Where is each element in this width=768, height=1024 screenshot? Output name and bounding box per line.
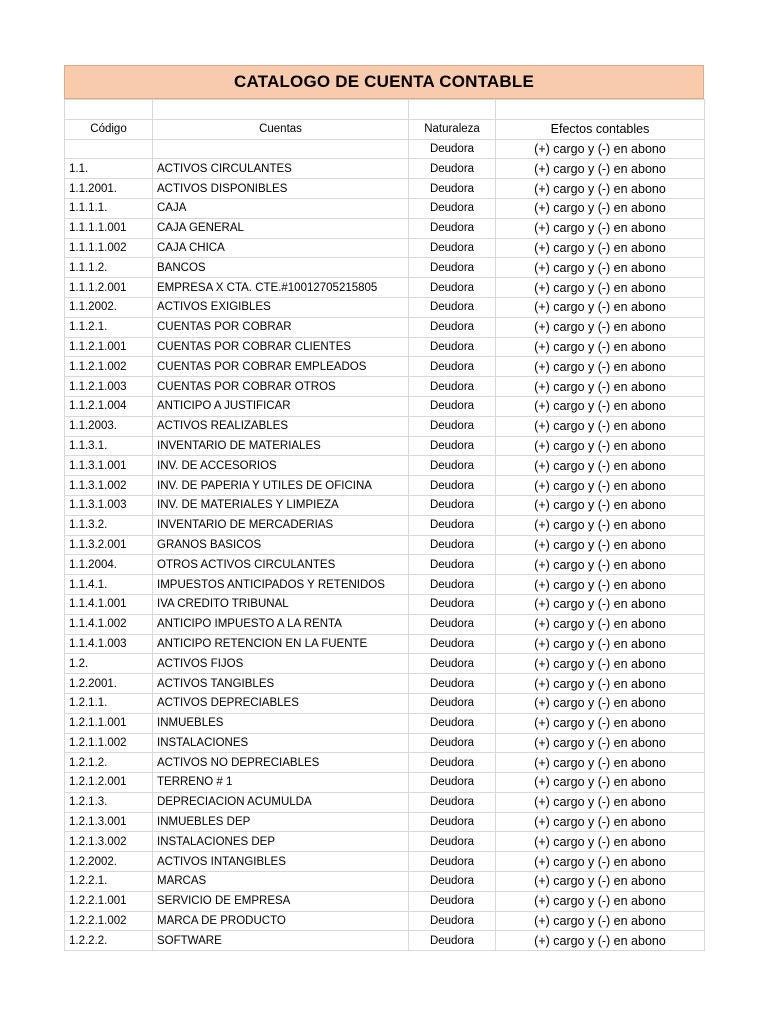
account-name-cell: CAJA [153,198,409,218]
table-row [65,693,705,713]
effects-cell: (+) cargo y (-) en abono [496,317,705,337]
account-code-cell: 1.2.1.2.001 [65,773,153,793]
account-code-cell: 1.1.2002. [65,297,153,317]
effects-cell: (+) cargo y (-) en abono [496,891,705,911]
account-name-cell: CAJA CHICA [153,238,409,258]
header-effects: Efectos contables [496,119,705,139]
effects-cell: (+) cargo y (-) en abono [496,238,705,258]
account-name-cell: INSTALACIONES DEP [153,832,409,852]
effects-cell: (+) cargo y (-) en abono [496,693,705,713]
effects-cell: (+) cargo y (-) en abono [496,337,705,357]
account-name-cell: INSTALACIONES [153,733,409,753]
account-name-cell: MARCA DE PRODUCTO [153,911,409,931]
account-code-cell: 1.2.1.3.001 [65,812,153,832]
effects-cell: (+) cargo y (-) en abono [496,852,705,872]
account-code-cell: 1.2.2.1.002 [65,911,153,931]
nature-cell: Deudora [409,416,496,436]
account-name-cell: GRANOS BASICOS [153,535,409,555]
nature-cell: Deudora [409,674,496,694]
account-code-cell: 1.1.2001. [65,179,153,199]
account-name-cell: IVA CREDITO TRIBUNAL [153,594,409,614]
nature-cell: Deudora [409,555,496,575]
account-code-cell: 1.1.4.1.002 [65,614,153,634]
table-row [65,456,705,476]
account-name-cell: ANTICIPO A JUSTIFICAR [153,396,409,416]
table-row [65,159,705,179]
account-code-cell: 1.1.2.1.001 [65,337,153,357]
effects-cell: (+) cargo y (-) en abono [496,792,705,812]
effects-cell: (+) cargo y (-) en abono [496,159,705,179]
header-row [65,119,705,139]
account-name-cell: EMPRESA X CTA. CTE.#10012705215805 [153,278,409,298]
effects-cell: (+) cargo y (-) en abono [496,575,705,595]
table-row [65,238,705,258]
account-name-cell: INV. DE MATERIALES Y LIMPIEZA [153,495,409,515]
nature-cell: Deudora [409,753,496,773]
effects-cell: (+) cargo y (-) en abono [496,278,705,298]
table-row [65,812,705,832]
account-name-cell: SERVICIO DE EMPRESA [153,891,409,911]
table-row [65,674,705,694]
nature-cell: Deudora [409,575,496,595]
effects-cell: (+) cargo y (-) en abono [496,515,705,535]
nature-cell: Deudora [409,238,496,258]
account-code-cell: 1.1.2003. [65,416,153,436]
account-catalog-sheet [64,65,704,951]
effects-cell: (+) cargo y (-) en abono [496,753,705,773]
account-name-cell: ACTIVOS TANGIBLES [153,674,409,694]
account-code-cell: 1.2.2.2. [65,931,153,951]
account-code-cell: 1.1.3.1. [65,436,153,456]
account-name-cell: CUENTAS POR COBRAR [153,317,409,337]
header-code: Código [65,119,153,139]
effects-cell: (+) cargo y (-) en abono [496,634,705,654]
table-row [65,852,705,872]
sheet-title: CATALOGO DE CUENTA CONTABLE [64,65,704,99]
table-row [65,297,705,317]
effects-cell: (+) cargo y (-) en abono [496,396,705,416]
table-row [65,377,705,397]
account-name-cell: ACTIVOS DISPONIBLES [153,179,409,199]
spacer-row [65,100,705,120]
nature-cell: Deudora [409,317,496,337]
nature-cell: Deudora [409,852,496,872]
nature-cell: Deudora [409,773,496,793]
nature-cell: Deudora [409,396,496,416]
nature-cell: Deudora [409,159,496,179]
nature-cell: Deudora [409,357,496,377]
table-row [65,317,705,337]
account-name-cell: CUENTAS POR COBRAR CLIENTES [153,337,409,357]
account-code-cell: 1.2.1.3. [65,792,153,812]
table-row [65,832,705,852]
nature-cell: Deudora [409,693,496,713]
nature-cell: Deudora [409,872,496,892]
table-row [65,575,705,595]
table-row [65,198,705,218]
account-name-cell: ANTICIPO RETENCION EN LA FUENTE [153,634,409,654]
table-row [65,931,705,951]
account-name-cell: INVENTARIO DE MATERIALES [153,436,409,456]
account-name-cell: MARCAS [153,872,409,892]
account-name-cell: INVENTARIO DE MERCADERIAS [153,515,409,535]
account-code-cell: 1.1.4.1.003 [65,634,153,654]
table-row [65,713,705,733]
effects-cell: (+) cargo y (-) en abono [496,476,705,496]
table-row [65,396,705,416]
effects-cell: (+) cargo y (-) en abono [496,198,705,218]
nature-cell: Deudora [409,535,496,555]
account-code-cell: 1.1.1.2. [65,258,153,278]
nature-cell: Deudora [409,198,496,218]
account-name-cell: BANCOS [153,258,409,278]
effects-cell: (+) cargo y (-) en abono [496,872,705,892]
account-code-cell: 1.1.3.1.001 [65,456,153,476]
nature-cell: Deudora [409,594,496,614]
table-row [65,515,705,535]
effects-cell: (+) cargo y (-) en abono [496,495,705,515]
table-row [65,278,705,298]
account-code-cell: 1.2.1.3.002 [65,832,153,852]
nature-cell: Deudora [409,139,496,159]
account-code-cell: 1.1.2.1.004 [65,396,153,416]
effects-cell: (+) cargo y (-) en abono [496,139,705,159]
nature-cell: Deudora [409,476,496,496]
account-name-cell: CUENTAS POR COBRAR OTROS [153,377,409,397]
account-code-cell: 1.1. [65,159,153,179]
nature-cell: Deudora [409,515,496,535]
effects-cell: (+) cargo y (-) en abono [496,911,705,931]
table-row [65,872,705,892]
account-code-cell: 1.1.1.2.001 [65,278,153,298]
account-code-cell: 1.2.2.1. [65,872,153,892]
account-code-cell: 1.1.4.1. [65,575,153,595]
account-code-cell: 1.1.2.1. [65,317,153,337]
account-name-cell: INV. DE PAPERIA Y UTILES DE OFICINA [153,476,409,496]
table-row [65,337,705,357]
account-name-cell: ACTIVOS EXIGIBLES [153,297,409,317]
nature-cell: Deudora [409,179,496,199]
nature-cell: Deudora [409,792,496,812]
effects-cell: (+) cargo y (-) en abono [496,773,705,793]
account-name-cell: CAJA GENERAL [153,218,409,238]
nature-cell: Deudora [409,891,496,911]
effects-cell: (+) cargo y (-) en abono [496,436,705,456]
effects-cell: (+) cargo y (-) en abono [496,357,705,377]
effects-cell: (+) cargo y (-) en abono [496,614,705,634]
table-row [65,634,705,654]
nature-cell: Deudora [409,278,496,298]
account-rows [65,159,705,951]
account-code-cell: 1.2.1.2. [65,753,153,773]
nature-cell: Deudora [409,456,496,476]
effects-cell: (+) cargo y (-) en abono [496,297,705,317]
effects-cell: (+) cargo y (-) en abono [496,713,705,733]
nature-cell: Deudora [409,911,496,931]
table-row [65,535,705,555]
nature-cell: Deudora [409,337,496,357]
account-name-cell: ACTIVOS FIJOS [153,654,409,674]
account-name-cell: OTROS ACTIVOS CIRCULANTES [153,555,409,575]
table-row [65,773,705,793]
account-code-cell: 1.1.1.1.001 [65,218,153,238]
effects-cell: (+) cargo y (-) en abono [496,594,705,614]
nature-cell: Deudora [409,812,496,832]
table-row [65,476,705,496]
effects-cell: (+) cargo y (-) en abono [496,812,705,832]
nature-cell: Deudora [409,832,496,852]
nature-cell: Deudora [409,634,496,654]
account-name-cell: ACTIVOS INTANGIBLES [153,852,409,872]
header-account: Cuentas [153,119,409,139]
account-code-cell: 1.1.2004. [65,555,153,575]
account-code-cell: 1.2. [65,654,153,674]
account-table [64,99,705,951]
account-name-cell: TERRENO # 1 [153,773,409,793]
effects-cell: (+) cargo y (-) en abono [496,654,705,674]
table-row [65,495,705,515]
account-name-cell: IMPUESTOS ANTICIPADOS Y RETENIDOS [153,575,409,595]
effects-cell: (+) cargo y (-) en abono [496,456,705,476]
account-code-cell: 1.2.2002. [65,852,153,872]
table-row [65,753,705,773]
account-code-cell: 1.1.3.1.003 [65,495,153,515]
table-row [65,416,705,436]
effects-cell: (+) cargo y (-) en abono [496,931,705,951]
effects-cell: (+) cargo y (-) en abono [496,179,705,199]
table-row [65,594,705,614]
nature-cell: Deudora [409,931,496,951]
account-code-cell: 1.1.3.2.001 [65,535,153,555]
account-name-cell: INMUEBLES DEP [153,812,409,832]
table-row [65,258,705,278]
nature-cell: Deudora [409,377,496,397]
account-name-cell: ANTICIPO IMPUESTO A LA RENTA [153,614,409,634]
account-code-cell: 1.1.1.1. [65,198,153,218]
account-code-cell: 1.1.3.2. [65,515,153,535]
account-name-cell: SOFTWARE [153,931,409,951]
account-code-cell: 1.1.4.1.001 [65,594,153,614]
effects-cell: (+) cargo y (-) en abono [496,535,705,555]
account-name-cell: ACTIVOS NO DEPRECIABLES [153,753,409,773]
account-code-cell: 1.2.1.1. [65,693,153,713]
table-row [65,555,705,575]
account-name-cell: ACTIVOS DEPRECIABLES [153,693,409,713]
nature-cell: Deudora [409,297,496,317]
header-nature: Naturaleza [409,119,496,139]
table-row [65,218,705,238]
header-extra-row [65,139,705,159]
effects-cell: (+) cargo y (-) en abono [496,258,705,278]
account-name-cell: ACTIVOS REALIZABLES [153,416,409,436]
effects-cell: (+) cargo y (-) en abono [496,218,705,238]
account-name-cell: INMUEBLES [153,713,409,733]
nature-cell: Deudora [409,654,496,674]
effects-cell: (+) cargo y (-) en abono [496,377,705,397]
table-row [65,792,705,812]
nature-cell: Deudora [409,614,496,634]
nature-cell: Deudora [409,495,496,515]
effects-cell: (+) cargo y (-) en abono [496,555,705,575]
effects-cell: (+) cargo y (-) en abono [496,832,705,852]
nature-cell: Deudora [409,713,496,733]
account-code-cell: 1.2.2.1.001 [65,891,153,911]
nature-cell: Deudora [409,733,496,753]
account-code-cell: 1.2.1.1.002 [65,733,153,753]
table-row [65,436,705,456]
table-row [65,891,705,911]
account-code-cell: 1.1.1.1.002 [65,238,153,258]
effects-cell: (+) cargo y (-) en abono [496,733,705,753]
account-name-cell: ACTIVOS CIRCULANTES [153,159,409,179]
account-name-cell: CUENTAS POR COBRAR EMPLEADOS [153,357,409,377]
account-code-cell: 1.1.3.1.002 [65,476,153,496]
nature-cell: Deudora [409,258,496,278]
table-row [65,911,705,931]
table-row [65,357,705,377]
account-code-cell: 1.1.2.1.002 [65,357,153,377]
account-code-cell: 1.2.1.1.001 [65,713,153,733]
effects-cell: (+) cargo y (-) en abono [496,674,705,694]
account-code-cell: 1.2.2001. [65,674,153,694]
table-row [65,614,705,634]
effects-cell: (+) cargo y (-) en abono [496,416,705,436]
nature-cell: Deudora [409,218,496,238]
table-row [65,179,705,199]
nature-cell: Deudora [409,436,496,456]
table-row [65,733,705,753]
account-code-cell: 1.1.2.1.003 [65,377,153,397]
table-row [65,654,705,674]
account-name-cell: DEPRECIACION ACUMULDA [153,792,409,812]
account-name-cell: INV. DE ACCESORIOS [153,456,409,476]
